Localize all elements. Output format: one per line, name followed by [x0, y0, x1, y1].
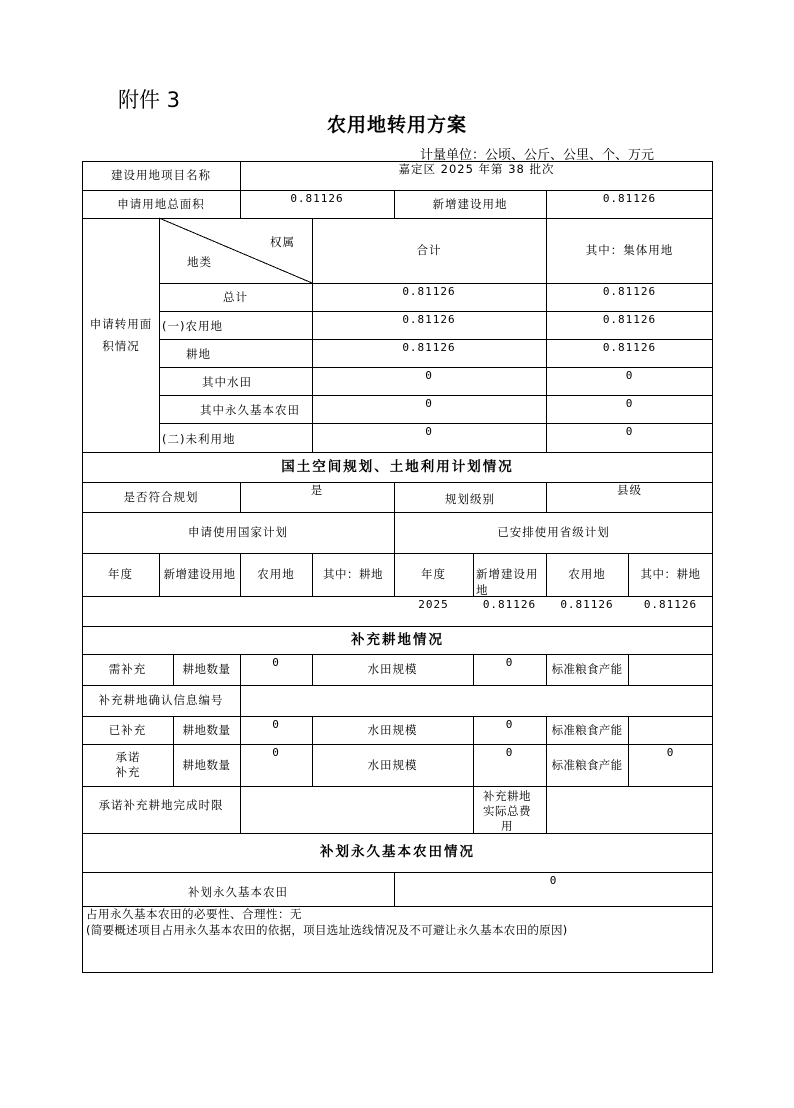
row-cultivated-collective: 0.81126 — [602, 341, 657, 354]
promise-grain-value: 0 — [666, 746, 675, 759]
promise-paddy-value: 0 — [505, 746, 514, 759]
promise-supplement-label: 承诺补充 — [115, 750, 141, 779]
total-area-value: 0.81126 — [290, 192, 344, 205]
provincial-farm-header: 农用地 — [568, 567, 606, 581]
deadline-value — [240, 786, 473, 833]
corner-landtype-label: 地类 — [187, 255, 212, 269]
total-area-label: 申请用地总面积 — [117, 196, 205, 211]
basic-farmland-label: 补划永久基本农田 — [188, 885, 288, 899]
row-paddy-total: 0 — [425, 369, 433, 382]
row-label-basic-farmland: 其中永久基本农田 — [200, 403, 300, 417]
provincial-cultivated-value: 0.81126 — [643, 598, 698, 611]
plan-level-value: 县级 — [617, 483, 642, 497]
supplement-heading: 补充耕地情况 — [351, 631, 444, 648]
attachment-label: 附件 3 — [118, 88, 181, 112]
done-qty-label: 耕地数量 — [182, 722, 231, 737]
national-cultivated-header: 其中：耕地 — [323, 567, 383, 581]
need-grain-label: 标准粮食产能 — [551, 662, 623, 676]
national-new-header: 新增建设用地 — [163, 567, 236, 581]
done-qty-value: 0 — [272, 718, 280, 731]
new-construction-label: 新增建设用地 — [432, 196, 508, 211]
national-cultivated-value — [312, 596, 394, 626]
provincial-year-value: 2025 — [418, 598, 449, 611]
page-title: 农用地转用方案 — [326, 114, 467, 136]
row-label-paddy: 其中水田 — [202, 375, 252, 389]
deadline-label: 承诺补充耕地完成时限 — [98, 797, 224, 812]
confirm-number-label: 补充耕地确认信息编号 — [98, 693, 224, 707]
provincial-plan-label: 已安排使用省级计划 — [497, 525, 610, 539]
row-label-total: 总计 — [223, 289, 248, 304]
actual-cost-label: 补充耕地实际总费用 — [483, 789, 531, 833]
row-label-farmland: (一)农用地 — [162, 319, 223, 333]
basic-farmland-value: 0 — [549, 874, 558, 887]
row-total-collective: 0.81126 — [602, 285, 657, 298]
planning-heading: 国土空间规划、土地利用计划情况 — [281, 458, 514, 475]
need-paddy-label: 水田规模 — [367, 662, 418, 676]
confirm-number-value — [240, 685, 713, 716]
actual-cost-value — [546, 786, 713, 833]
promise-qty-value: 0 — [272, 746, 280, 759]
col-total-header: 合计 — [416, 243, 442, 257]
done-grain-label: 标准粮食产能 — [551, 722, 623, 737]
necessity-text: 占用永久基本农田的必要性、合理性：无 — [86, 907, 302, 921]
row-paddy-collective: 0 — [625, 369, 634, 382]
provincial-farm-value: 0.81126 — [560, 598, 614, 611]
national-plan-label: 申请使用国家计划 — [188, 525, 288, 539]
promise-grain-label: 标准粮食产能 — [551, 757, 623, 772]
national-year-header: 年度 — [108, 567, 133, 581]
row-farmland-total: 0.81126 — [402, 313, 456, 326]
done-paddy-label: 水田规模 — [367, 722, 418, 737]
provincial-new-value: 0.81126 — [482, 598, 537, 611]
need-paddy-value: 0 — [505, 656, 514, 669]
need-grain-value — [628, 654, 713, 685]
done-supplement-label: 已补充 — [108, 722, 147, 737]
new-construction-value: 0.81126 — [602, 192, 657, 205]
need-qty-label: 耕地数量 — [182, 662, 231, 676]
promise-qty-label: 耕地数量 — [182, 757, 231, 772]
national-new-value — [159, 596, 240, 626]
row-total-value: 0.81126 — [402, 285, 456, 298]
need-qty-value: 0 — [272, 656, 280, 669]
row-basic-farmland-total: 0 — [425, 397, 433, 410]
basic-farmland-heading: 补划永久基本农田情况 — [320, 844, 475, 860]
col-collective-header: 其中：集体用地 — [585, 243, 674, 257]
project-name-value: 嘉定区 2025 年第 38 批次 — [398, 162, 555, 176]
conform-plan-label: 是否符合规划 — [123, 489, 199, 504]
national-farm-header: 农用地 — [257, 567, 295, 581]
necessity-note: (简要概述项目占用永久基本农田的依据，项目选址选线情况及不可避让永久基本农田的原因) — [86, 923, 568, 937]
need-supplement-label: 需补充 — [108, 662, 147, 676]
row-unused-total: 0 — [425, 425, 433, 438]
done-paddy-value: 0 — [505, 718, 514, 731]
national-farm-value — [240, 596, 312, 626]
done-grain-value — [628, 716, 713, 744]
row-cultivated-total: 0.81126 — [402, 341, 456, 354]
plan-level-label: 规划级别 — [445, 492, 495, 506]
unit-note: 计量单位：公顷、公斤、公里、个、万元 — [420, 148, 655, 163]
national-year-value — [82, 596, 159, 626]
row-unused-collective: 0 — [625, 425, 634, 438]
provincial-year-header: 年度 — [421, 567, 446, 581]
row-basic-farmland-collective: 0 — [625, 397, 634, 410]
provincial-new-header: 新增建设用地 — [476, 567, 539, 597]
row-label-cultivated: 耕地 — [186, 347, 211, 361]
conversion-section-label: 申请转用面积情况 — [89, 317, 153, 353]
row-label-unused: (二)未利用地 — [162, 432, 236, 446]
conform-plan-value: 是 — [310, 483, 324, 497]
provincial-cultivated-header: 其中：耕地 — [640, 567, 701, 581]
promise-paddy-label: 水田规模 — [367, 757, 418, 772]
project-name-label: 建设用地项目名称 — [111, 168, 211, 182]
row-farmland-collective: 0.81126 — [602, 313, 657, 326]
land-conversion-table — [82, 161, 713, 973]
corner-ownership-label: 权属 — [270, 235, 295, 249]
